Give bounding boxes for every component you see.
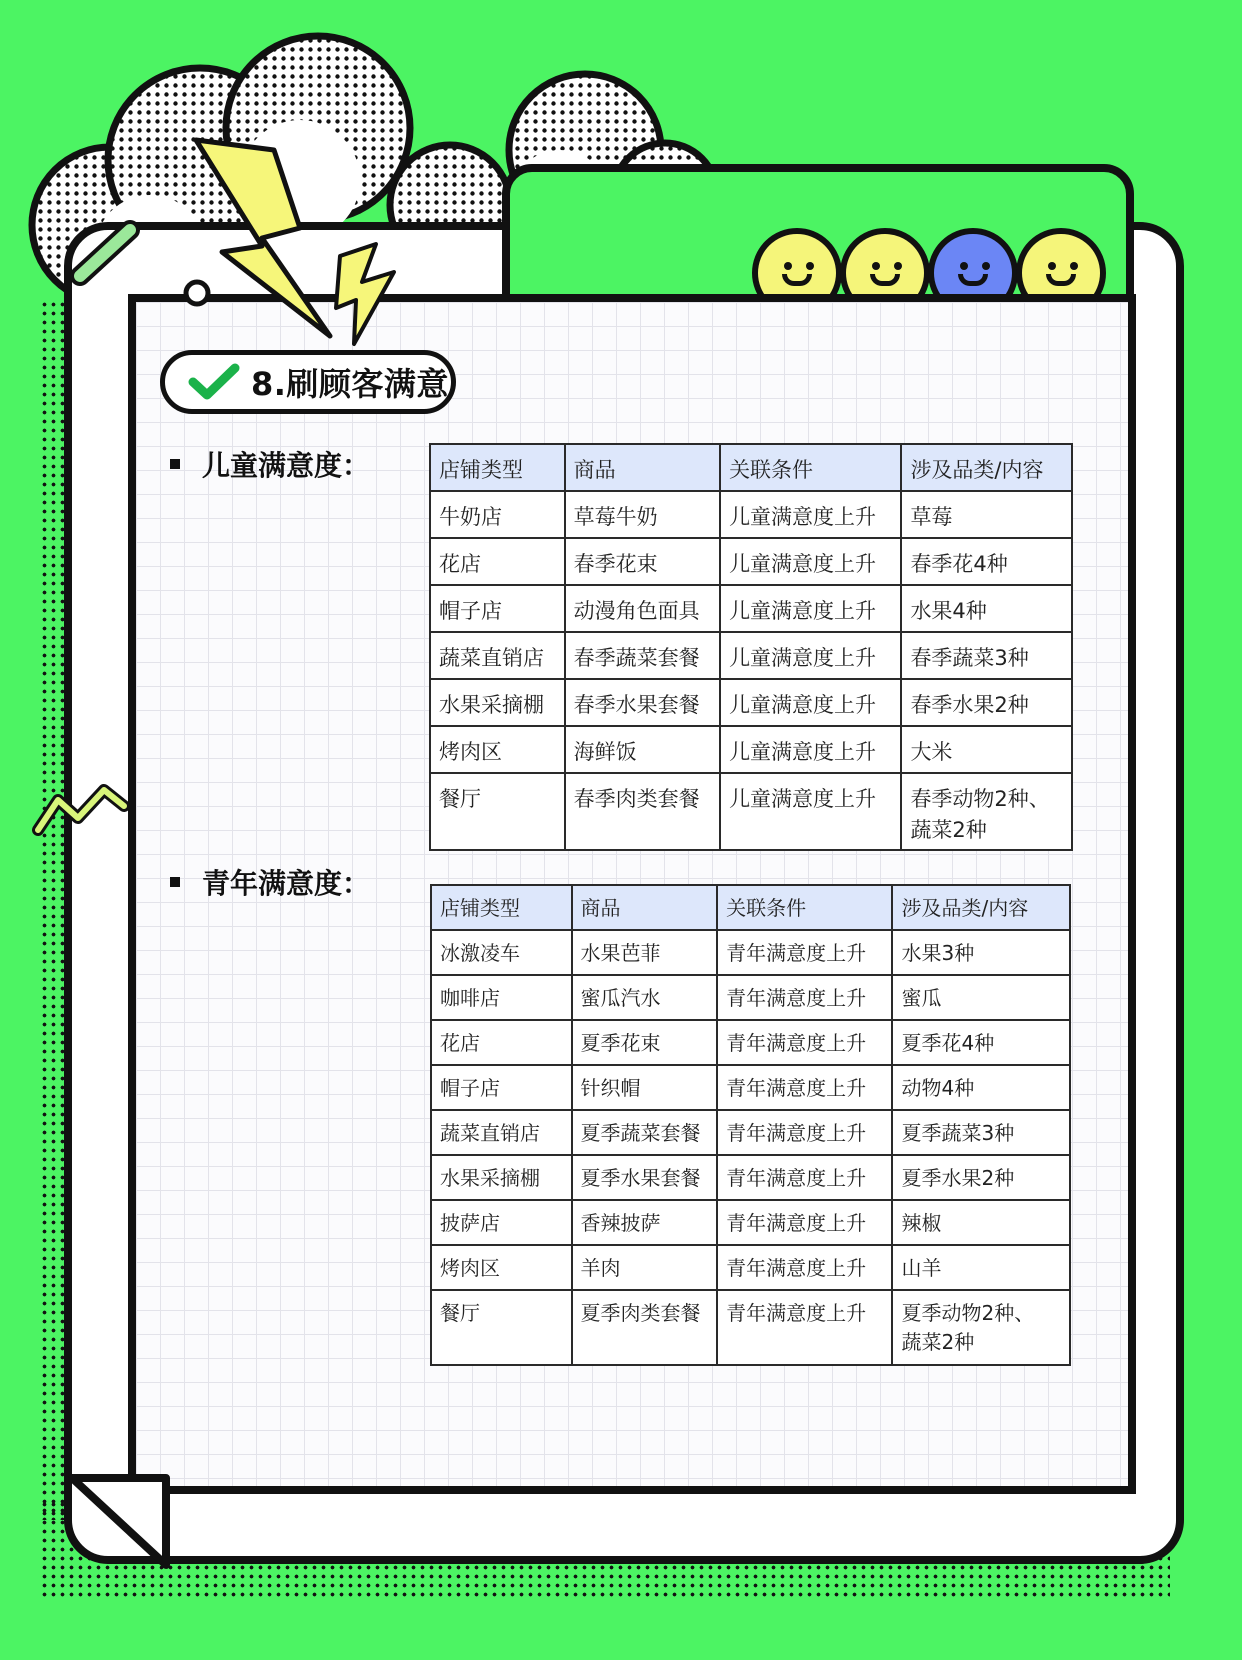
table-cell: 冰激凌车 (431, 930, 572, 975)
header-cell: 店铺类型 (430, 444, 565, 491)
bullet-icon (170, 459, 180, 469)
header-cell: 商品 (572, 885, 718, 930)
header-cell: 涉及品类/内容 (901, 444, 1072, 491)
table-cell: 餐厅 (430, 773, 565, 850)
table-cell: 餐厅 (431, 1290, 572, 1365)
section-label-children: 儿童满意度： (170, 444, 370, 484)
table-cell: 春季动物2种、 蔬菜2种 (901, 773, 1072, 850)
table-cell: 草莓牛奶 (565, 491, 720, 538)
table-cell: 海鲜饭 (565, 726, 720, 773)
table-cell: 青年满意度上升 (717, 1290, 892, 1365)
table-cell: 香辣披萨 (572, 1200, 718, 1245)
table-cell: 夏季肉类套餐 (572, 1290, 718, 1365)
children-satisfaction-table (429, 443, 1073, 851)
table-row (431, 1155, 1070, 1200)
table-row (430, 491, 1072, 538)
table-cell: 夏季水果套餐 (572, 1155, 718, 1200)
table-cell: 烤肉区 (431, 1245, 572, 1290)
table-cell: 儿童满意度上升 (720, 585, 901, 632)
table-row (430, 726, 1072, 773)
header-cell: 涉及品类/内容 (892, 885, 1070, 930)
table-cell: 大米 (901, 726, 1072, 773)
table-cell: 青年满意度上升 (717, 1155, 892, 1200)
table-cell: 辣椒 (892, 1200, 1070, 1245)
table-cell: 动漫角色面具 (565, 585, 720, 632)
table-cell: 夏季蔬菜套餐 (572, 1110, 718, 1155)
table-cell: 蔬菜直销店 (431, 1110, 572, 1155)
table-cell: 夏季花4种 (892, 1020, 1070, 1065)
table-cell: 烤肉区 (430, 726, 565, 773)
table-row (430, 538, 1072, 585)
table-cell: 儿童满意度上升 (720, 726, 901, 773)
table-cell: 披萨店 (431, 1200, 572, 1245)
table-cell: 青年满意度上升 (717, 1245, 892, 1290)
header-cell: 关联条件 (720, 444, 901, 491)
table-row (431, 1245, 1070, 1290)
table-cell: 春季蔬菜3种 (901, 632, 1072, 679)
table-row (431, 1110, 1070, 1155)
table-row (431, 1065, 1070, 1110)
table-cell: 儿童满意度上升 (720, 491, 901, 538)
table-row (430, 773, 1072, 850)
table-cell: 水果采摘棚 (431, 1155, 572, 1200)
table-cell: 咖啡店 (431, 975, 572, 1020)
table-cell: 夏季花束 (572, 1020, 718, 1065)
section-title-pill (160, 350, 456, 414)
table-cell: 草莓 (901, 491, 1072, 538)
table-cell: 花店 (431, 1020, 572, 1065)
table-cell: 青年满意度上升 (717, 1110, 892, 1155)
table-row (431, 1020, 1070, 1065)
table-cell: 春季花4种 (901, 538, 1072, 585)
table-cell: 青年满意度上升 (717, 1020, 892, 1065)
header-cell: 店铺类型 (431, 885, 572, 930)
table-cell: 儿童满意度上升 (720, 773, 901, 850)
section-label-youth: 青年满意度： (170, 862, 370, 902)
table-row (431, 1290, 1070, 1365)
header-cell: 关联条件 (717, 885, 892, 930)
page-title: 8.刷顾客满意 (251, 365, 449, 403)
table-row (431, 975, 1070, 1020)
table-row (430, 632, 1072, 679)
table-cell: 帽子店 (430, 585, 565, 632)
table-cell: 青年满意度上升 (717, 975, 892, 1020)
table-cell: 针织帽 (572, 1065, 718, 1110)
table-cell: 蜜瓜汽水 (572, 975, 718, 1020)
table-cell: 动物4种 (892, 1065, 1070, 1110)
table-cell: 夏季蔬菜3种 (892, 1110, 1070, 1155)
table-cell: 夏季动物2种、 蔬菜2种 (892, 1290, 1070, 1365)
header-cell: 商品 (565, 444, 720, 491)
table-cell: 水果采摘棚 (430, 679, 565, 726)
table-cell: 儿童满意度上升 (720, 679, 901, 726)
table-cell: 水果4种 (901, 585, 1072, 632)
table-cell: 青年满意度上升 (717, 930, 892, 975)
table-row (431, 1200, 1070, 1245)
table-cell: 春季水果套餐 (565, 679, 720, 726)
table-cell: 水果3种 (892, 930, 1070, 975)
table-cell: 春季水果2种 (901, 679, 1072, 726)
table-cell: 春季蔬菜套餐 (565, 632, 720, 679)
table-cell: 山羊 (892, 1245, 1070, 1290)
bullet-icon (170, 877, 180, 887)
table-row (430, 679, 1072, 726)
checkmark-icon (187, 362, 241, 402)
table-cell: 羊肉 (572, 1245, 718, 1290)
table-header-row (430, 444, 1072, 491)
table-cell: 牛奶店 (430, 491, 565, 538)
table-cell: 蜜瓜 (892, 975, 1070, 1020)
table-cell: 花店 (430, 538, 565, 585)
table-cell: 蔬菜直销店 (430, 632, 565, 679)
table-cell: 儿童满意度上升 (720, 632, 901, 679)
table-row (431, 930, 1070, 975)
table-cell: 夏季水果2种 (892, 1155, 1070, 1200)
table-header-row (431, 885, 1070, 930)
table-cell: 儿童满意度上升 (720, 538, 901, 585)
table-cell: 春季肉类套餐 (565, 773, 720, 850)
table-cell: 青年满意度上升 (717, 1200, 892, 1245)
table-row (430, 585, 1072, 632)
table-cell: 帽子店 (431, 1065, 572, 1110)
table-cell: 春季花束 (565, 538, 720, 585)
table-cell: 水果芭菲 (572, 930, 718, 975)
table-cell: 青年满意度上升 (717, 1065, 892, 1110)
youth-satisfaction-table (430, 884, 1071, 1366)
